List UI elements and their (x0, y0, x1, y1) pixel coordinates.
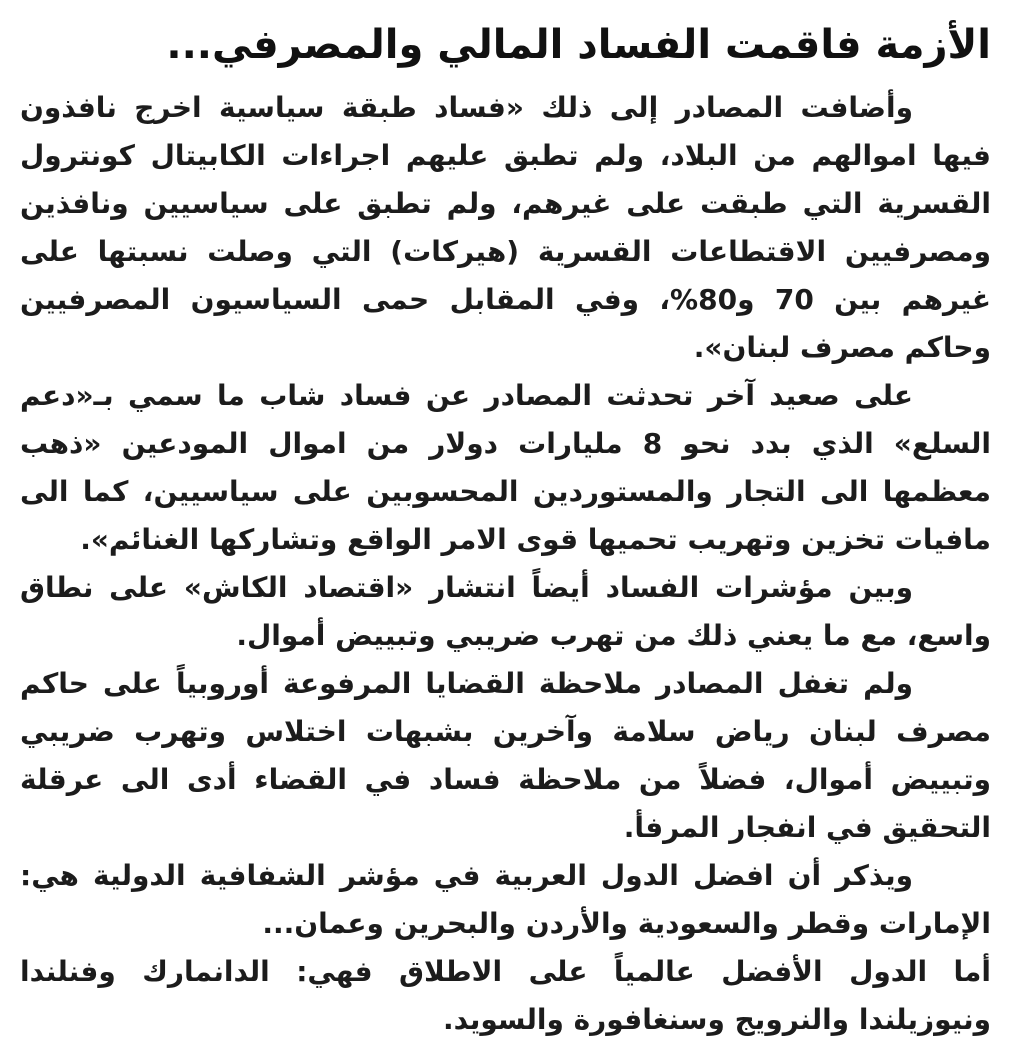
paragraph-cash-economy: وبين مؤشرات الفساد أيضاً انتشار «اقتصاد الكاش» على نطاق واسع، مع ما يعني ذلك من تهرب ضريبي وتبييض أموال. (20, 571, 991, 652)
paragraph-best-world-countries: أما الدول الأفضل عالمياً على الاطلاق فهي: الدانمارك وفنلندا ونيوزيلندا والنرويج وسنغافورة والسويد. (20, 955, 991, 1036)
paragraph-goods-subsidy: على صعيد آخر تحدثت المصادر عن فساد شاب ما سمي بـ«دعم السلع» الذي بدد نحو 8 مليارات دولار من اموال المودعين «ذهب معظمها الى التجار والمستوردين المحسوبين على سياسيين، كما الى مافيات تخزين وتهريب تحميها قوى الامر الواقع وتشاركها الغنائم». (20, 379, 992, 556)
article-headline: الأزمة فاقمت الفساد المالي والمصرفي... (166, 22, 991, 68)
paragraph-best-arab-countries: ويذكر أن افضل الدول العربية في مؤشر الشفافية الدولية هي: الإمارات وقطر والسعودية والأردن والبحرين وعمان... (20, 859, 991, 940)
article (20, 8, 991, 1044)
paragraph-european-cases: ولم تغفل المصادر ملاحظة القضايا المرفوعة أوروبياً على حاكم مصرف لبنان رياض سلامة وآخرين بشبهات اختلاس وتهرب ضريبي وتبييض أموال، فضلاً من ملاحظة فساد في القضاء أدى الى عرقلة التحقيق في انفجار المرفأ. (20, 667, 991, 844)
paragraph-sources-political-corruption: وأضافت المصادر إلى ذلك «فساد طبقة سياسية اخرج نافذون فيها اموالهم من البلاد، ولم تطبق عليهم اجراءات الكابيتال كونترول القسرية التي طبقت على غيرهم، ولم تطبق على سياسيين ونافذين ومصرفيين الاقتطاعات القسرية (هيركات) التي وصلت نسبتها على غيرهم بين 70 و80%، وفي المقابل حمى السياسيون المصرفيين وحاكم مصرف لبنان». (20, 91, 992, 364)
